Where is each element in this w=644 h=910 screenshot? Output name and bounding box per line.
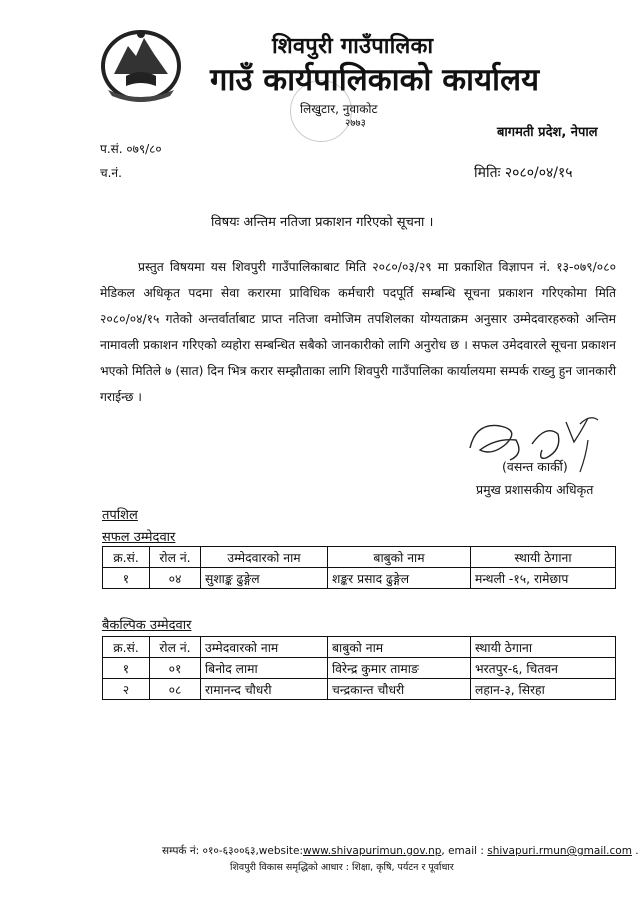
successful-heading: सफल उम्मेदवार xyxy=(102,530,176,545)
cell-address: भरतपुर-६, चितवन xyxy=(471,658,616,679)
signatory-name: (वसन्त कार्की) xyxy=(502,459,568,474)
letter-body: प्रस्तुत विषयमा यस शिवपुरी गाउँपालिकाबाट मिति २०८०/०३/२९ मा प्रकाशित विज्ञापन नं. १३-०७९/०८० मेडिकल अधिकृत पदमा सेवा करारमा प्राविधिक कर्मचारी पदपूर्ति सम्बन्धि सूचना प्रकाशन गरिएकोमा मिति २०८०/०४/१५ गतेको अन्तर्वार्ताबाट प्राप्त नतिजा वमोजिम तपशिलका योग्यताक्रम अनुसार उम्मेदवारहरुको अन्तिम नामावली प्रकाशन गरिएको व्यहोरा सम्बन्धित सबैको जानकारीको लागि अनुरोध छ । सफल उमेदवारले सूचना प्रकाशन भएको मितिले ७ (सात) दिन भित्र करार सम्झौताका लागि शिवपुरी गाउँपालिका कार्यालयमा सम्पर्क राख्नु हुन जानकारी गराईन्छ । xyxy=(100,260,616,404)
signatory-title: प्रमुख प्रशासकीय अधिकृत xyxy=(476,482,594,497)
municipality-name: शिवपुरी गाउँपालिका xyxy=(272,34,434,59)
cell-serial: २ xyxy=(103,679,150,700)
table-row xyxy=(103,679,616,700)
cell-roll: ०८ xyxy=(150,679,201,700)
cell-father: चन्द्रकान्त चौधरी xyxy=(328,679,471,700)
cell-roll: ०४ xyxy=(150,568,201,589)
cell-serial: १ xyxy=(103,568,150,589)
alternate-candidates-table xyxy=(102,636,616,700)
col-candidate: उम्मेदवारको नाम xyxy=(201,637,328,658)
nepal-emblem-icon xyxy=(96,24,186,104)
email-label: , email : xyxy=(441,845,488,857)
cell-candidate: सुशाङ्क ढुङ्गेल xyxy=(201,568,328,589)
col-candidate: उम्मेदवारको नाम xyxy=(201,547,328,568)
office-name: गाउँ कार्यपालिकाको कार्यालय xyxy=(210,62,540,98)
province-name: बागमती प्रदेश, नेपाल xyxy=(497,125,598,140)
contact-number: सम्पर्क नं: ०१०-६३००६३,website: xyxy=(162,845,303,857)
cell-father: शङ्कर प्रसाद ढुङ्गेल xyxy=(328,568,471,589)
table-header-row xyxy=(103,637,616,658)
col-serial: क्र.सं. xyxy=(103,547,150,568)
table-row xyxy=(103,658,616,679)
footer-tagline: शिवपुरी विकास समृद्धिको आधार : शिक्षा, कृषि, पर्यटन र पूर्वाधार xyxy=(230,862,454,873)
cell-serial: १ xyxy=(103,658,150,679)
table-row xyxy=(103,568,616,589)
alternate-heading: बैकल्पिक उम्मेदवार xyxy=(102,618,192,633)
cell-father: विरेन्द्र कुमार तामाङ xyxy=(328,658,471,679)
col-roll: रोल नं. xyxy=(150,547,201,568)
letter-subject: विषयः अन्तिम नतिजा प्रकाशन गरिएको सूचना । xyxy=(211,215,434,230)
cell-roll: ०१ xyxy=(150,658,201,679)
col-father: बाबुको नाम xyxy=(328,637,471,658)
dispatch-number: च.नं. xyxy=(100,166,122,180)
office-code: २७७३ xyxy=(345,118,366,129)
email-link[interactable]: shivapuri.rmun@gmail.com xyxy=(487,845,632,857)
reference-number: प.सं. ०७९/८० xyxy=(100,142,162,156)
successful-candidates-table xyxy=(102,546,616,589)
cell-candidate: बिनोद लामा xyxy=(201,658,328,679)
col-roll: रोल नं. xyxy=(150,637,201,658)
website-link[interactable]: www.shivapurimun.gov.np xyxy=(303,845,442,857)
letter-date: मितिः २०८०/०४/१५ xyxy=(474,165,573,181)
cell-candidate: रामानन्द चौधरी xyxy=(201,679,328,700)
email-suffix: . xyxy=(631,845,639,857)
col-father: बाबुको नाम xyxy=(328,547,471,568)
table-header-row xyxy=(103,547,616,568)
col-serial: क्र.सं. xyxy=(103,637,150,658)
office-address: लिखुटार, नुवाकोट xyxy=(300,102,378,116)
col-address: स्थायी ठेगाना xyxy=(471,547,616,568)
footer-contact xyxy=(162,844,639,858)
cell-address: लहान-३, सिरहा xyxy=(471,679,616,700)
col-address: स्थायी ठेगाना xyxy=(471,637,616,658)
annex-heading: तपशिल xyxy=(102,508,138,523)
cell-address: मन्थली -१५, रामेछाप xyxy=(471,568,616,589)
